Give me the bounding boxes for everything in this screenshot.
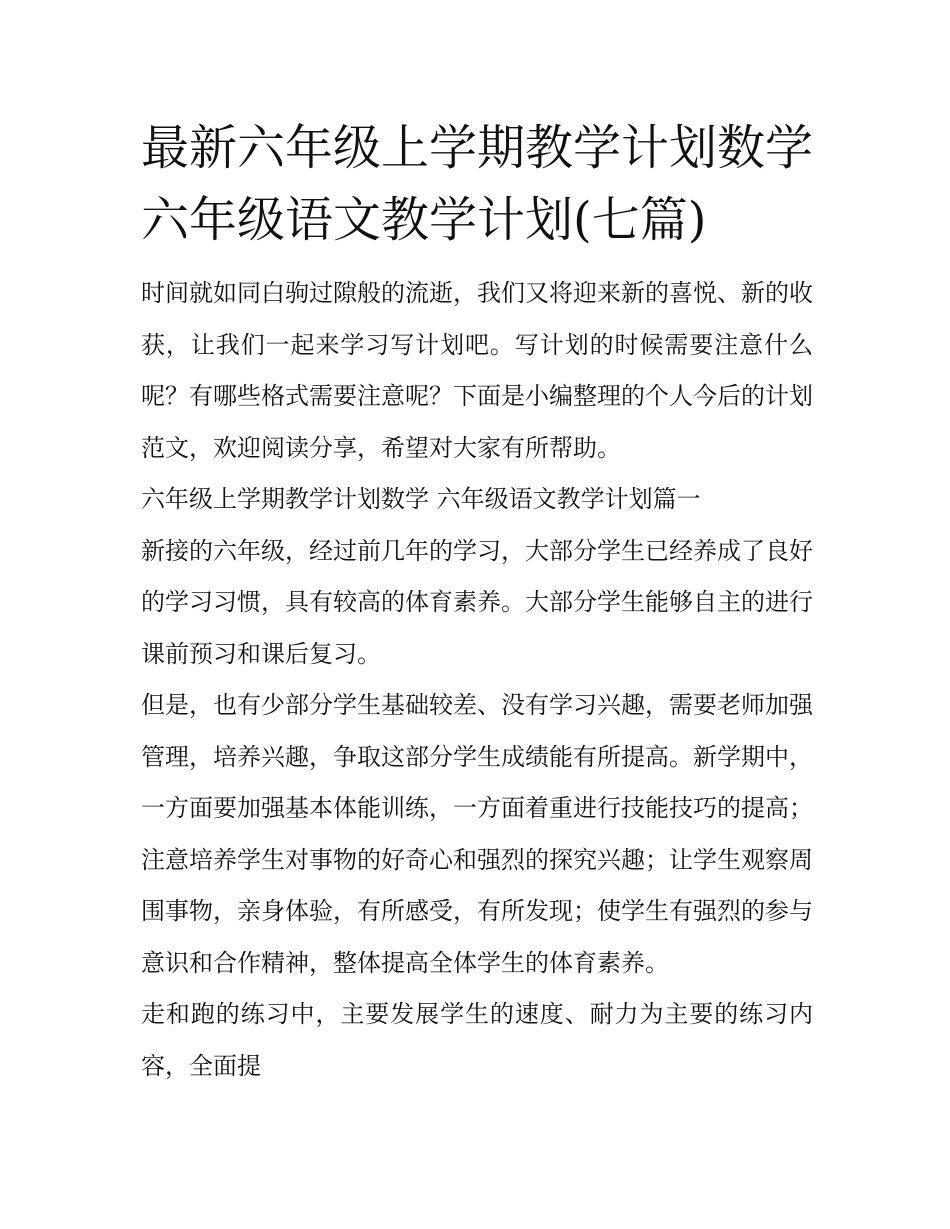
document-title: 最新六年级上学期教学计划数学 六年级语文教学计划(七篇) (141, 120, 814, 248)
intro-paragraph: 时间就如同白驹过隙般的流逝，我们又将迎来新的喜悦、新的收获，让我们一起来学习写计划吧。写计划的时候需要注意什么呢？有哪些格式需要注意呢？下面是小编整理的个人今后的计划范文，欢迎阅读分享，希望对大家有所帮助。 (141, 279, 813, 462)
body-paragraph-3: 走和跑的练习中，主要发展学生的速度、耐力为主要的练习内容，全面提 (141, 1000, 813, 1080)
document-body (141, 112, 813, 1092)
body-paragraph-1: 新接的六年级，经过前几年的学习，大部分学生已经养成了良好的学习习惯，具有较高的体育素养。大部分学生能够自主的进行课前预习和课后复习。 (141, 536, 813, 668)
body-paragraph-2: 但是，也有少部分学生基础较差、没有学习兴趣，需要老师加强管理，培养兴趣，争取这部分学生成绩能有所提高。新学期中，一方面要加强基本体能训练，一方面着重进行技能技巧的提高；注意培养学生对事物的好奇心和强烈的探究兴趣；让学生观察周围事物，亲身体验，有所感受，有所发现；使学生有强烈的参与意识和合作精神，整体提高全体学生的体育素养。 (141, 691, 813, 977)
section-heading: 六年级上学期教学计划数学 六年级语文教学计划篇一 (141, 485, 701, 513)
